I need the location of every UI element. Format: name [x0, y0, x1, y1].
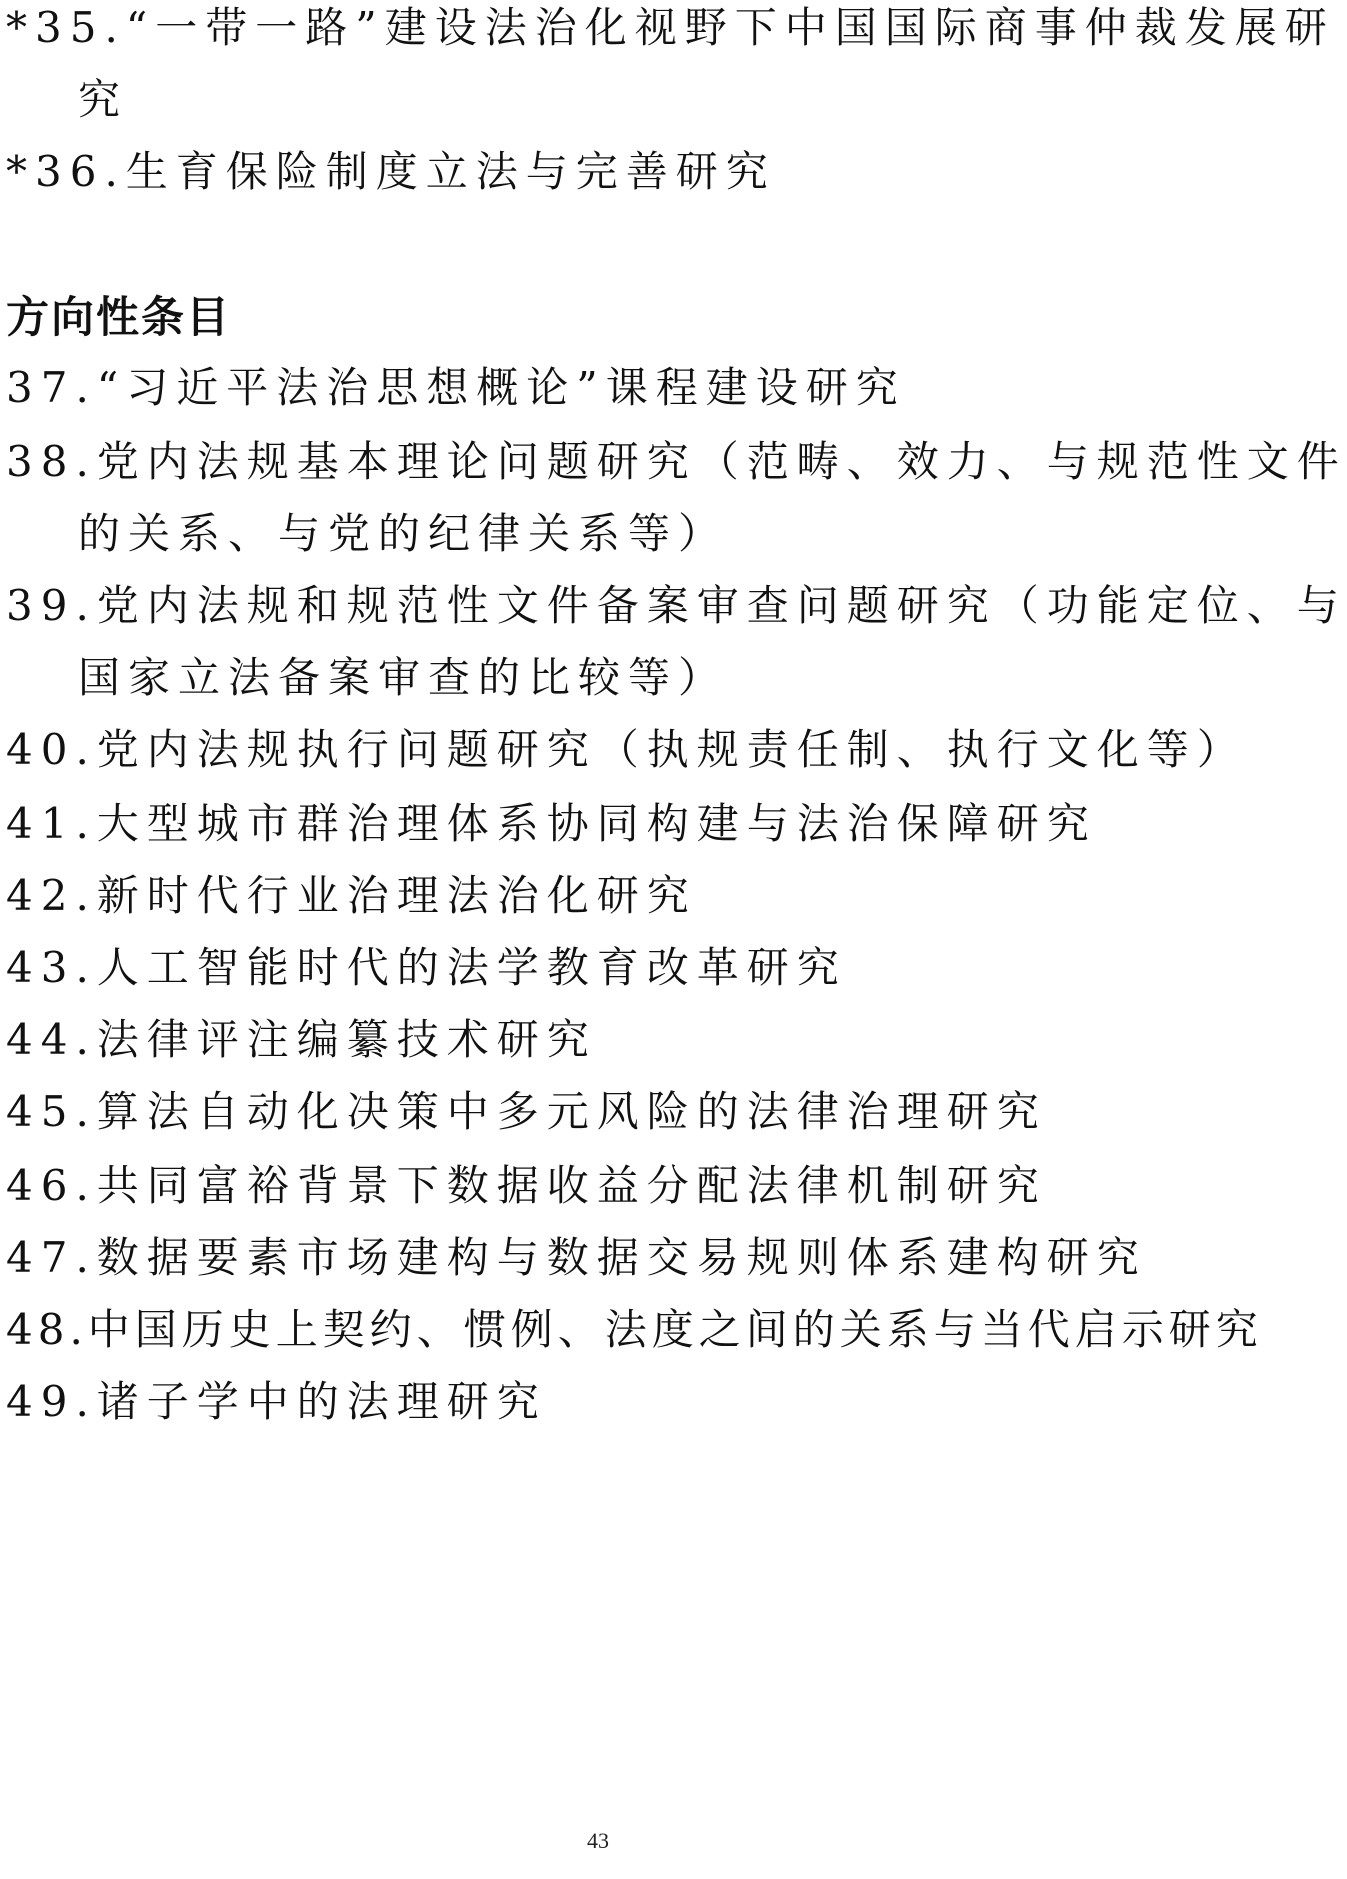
item-42-line-1: 42.新时代行业治理法治化研究 — [6, 871, 697, 920]
item-44-line-1: 44.法律评注编纂技术研究 — [6, 1015, 597, 1064]
section-heading: 方向性条目 — [6, 293, 231, 343]
item-36-line-1: *36.生育保险制度立法与完善研究 — [6, 147, 776, 196]
page-number: 43 — [587, 1828, 609, 1853]
item-39-line-2: 国家立法备案审查的比较等） — [78, 653, 729, 702]
item-35-line-1: *35.“一带一路”建设法治化视野下中国国际商事仲裁发展研 — [6, 3, 1335, 52]
item-43-line-1: 43.人工智能时代的法学教育改革研究 — [6, 943, 847, 992]
item-40-line-1: 40.党内法规执行问题研究（执规责任制、执行文化等） — [6, 725, 1247, 774]
item-38-line-2: 的关系、与党的纪律关系等） — [78, 509, 729, 558]
item-48-line-1: 48.中国历史上契约、惯例、法度之间的关系与当代启示研究 — [6, 1305, 1263, 1354]
item-46-line-1: 46.共同富裕背景下数据收益分配法律机制研究 — [6, 1161, 1047, 1210]
item-35-line-2: 究 — [78, 75, 129, 124]
item-49-line-1: 49.诸子学中的法理研究 — [6, 1377, 547, 1426]
item-38-line-1: 38.党内法规基本理论问题研究（范畴、效力、与规范性文件 — [6, 437, 1347, 486]
item-37-line-1: 37.“习近平法治思想概论”课程建设研究 — [6, 363, 906, 412]
item-47-line-1: 47.数据要素市场建构与数据交易规则体系建构研究 — [6, 1233, 1147, 1282]
item-45-line-1: 45.算法自动化决策中多元风险的法律治理研究 — [6, 1087, 1047, 1136]
item-41-line-1: 41.大型城市群治理体系协同构建与法治保障研究 — [6, 799, 1097, 848]
item-39-line-1: 39.党内法规和规范性文件备案审查问题研究（功能定位、与 — [6, 581, 1347, 630]
